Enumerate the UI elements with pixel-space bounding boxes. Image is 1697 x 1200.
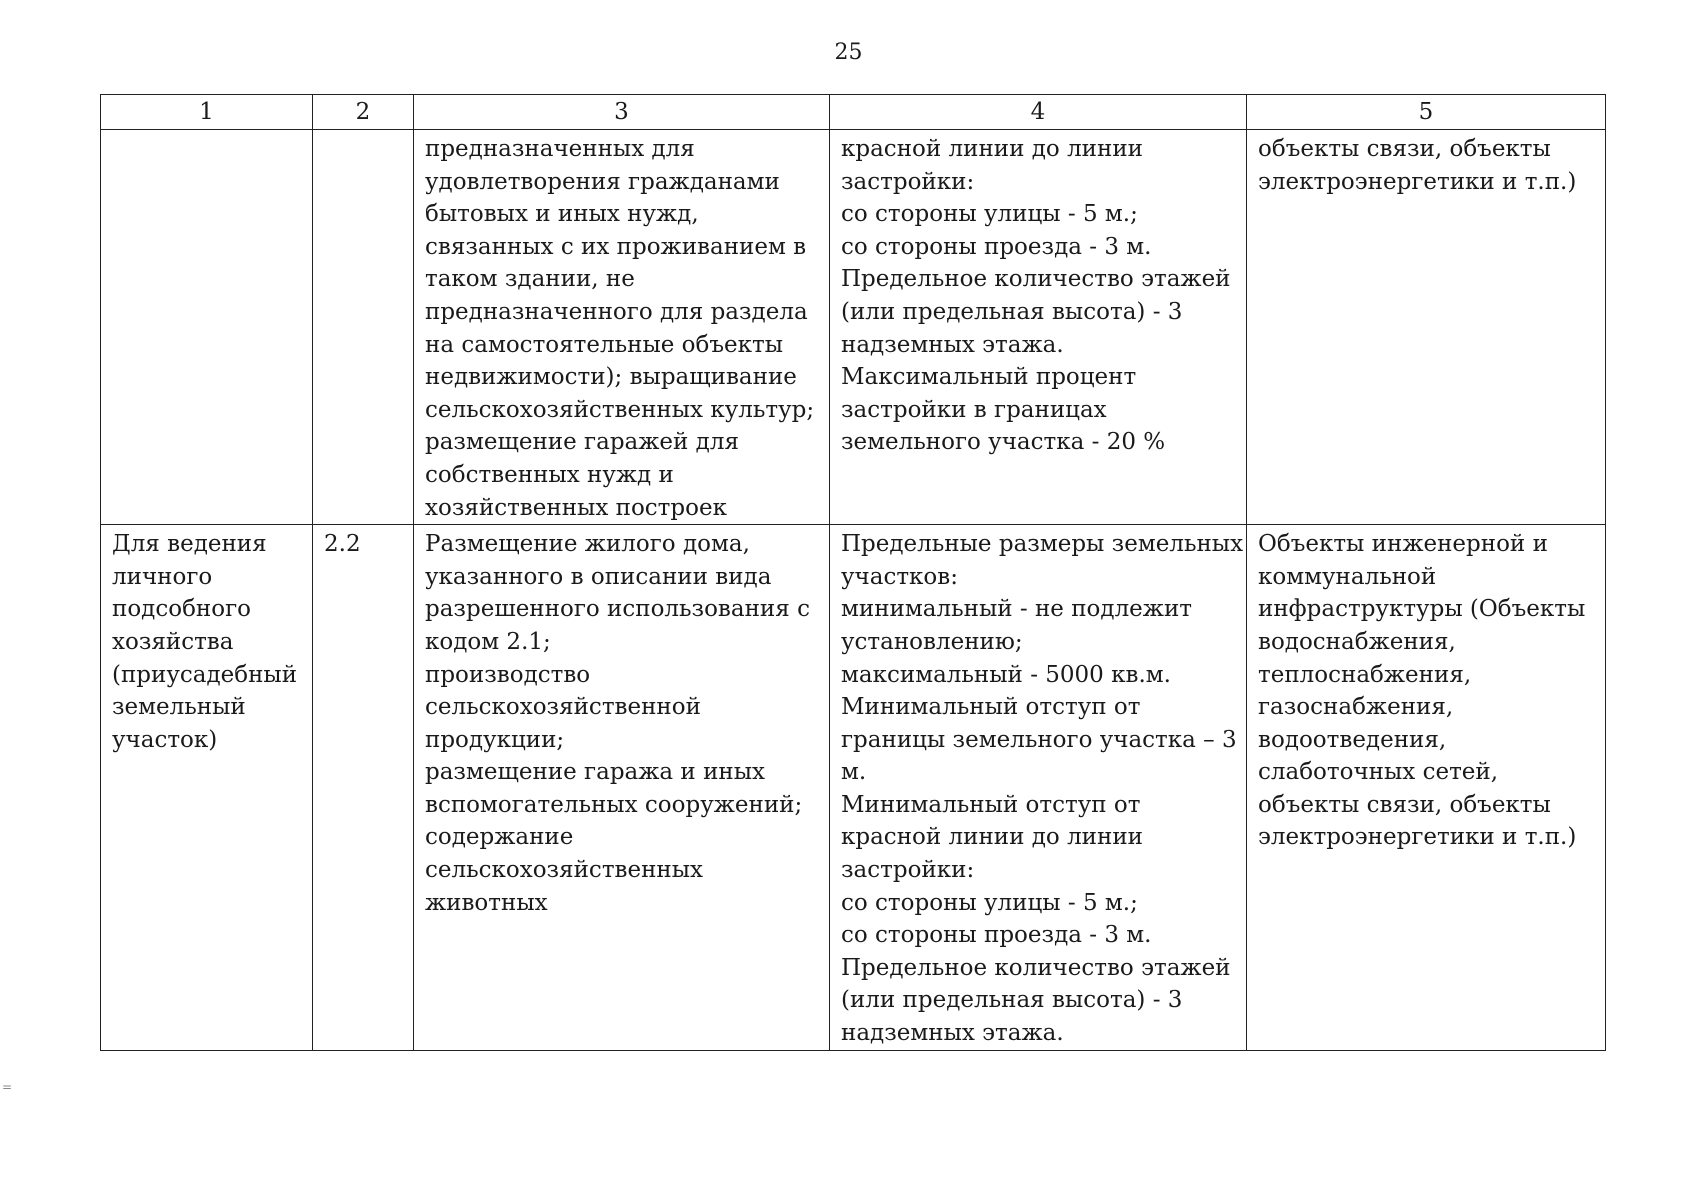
cell-text-line: личного (112, 563, 213, 590)
cell-text-line: застройки: (841, 857, 975, 884)
cell-text-line: хозяйства (112, 628, 234, 655)
cell-text-line: застройки в границах (841, 396, 1107, 423)
cell-parameters (830, 525, 1247, 1051)
cell-text-line: предназначенного для раздела (425, 298, 808, 325)
cell-text-line: со стороны проезда - 3 м. (841, 233, 1152, 260)
cell-text-line: земельного участка - 20 % (841, 429, 1166, 456)
cell-text-line: слаботочных сетей, (1258, 759, 1499, 786)
cell-text-line: газоснабжения, (1258, 694, 1454, 721)
cell-text-line: Предельные размеры земельных (841, 531, 1244, 558)
cell-text-line: участок) (112, 726, 218, 753)
cell-text-line: красной линии до линии (841, 824, 1143, 851)
cell-text-line: подсобного (112, 596, 251, 623)
cell-text-line: Минимальный отступ от (841, 791, 1141, 818)
column-header-3: 3 (414, 95, 830, 130)
column-header-2: 2 (313, 95, 414, 130)
cell-text-line: удовлетворения гражданами (425, 168, 780, 195)
cell-text-line: размещение гаража и иных (425, 759, 766, 786)
cell-text-line: на самостоятельные объекты (425, 331, 784, 358)
cell-text-line: объекты связи, объекты (1258, 136, 1551, 162)
cell-text-line: указанного в описании вида (425, 563, 772, 590)
cell-text-line: кодом 2.1; (425, 628, 551, 655)
cell-text-line: со стороны улицы - 5 м.; (841, 889, 1138, 916)
cell-text-line: со стороны улицы - 5 м.; (841, 201, 1138, 228)
cell-text-line: застройки: (841, 168, 975, 195)
cell-text-line: (приусадебный (112, 661, 298, 688)
cell-text-line: Размещение жилого дома, (425, 531, 750, 558)
cell-parameters (830, 130, 1247, 525)
cell-text-line: электроэнергетики и т.п.) (1258, 168, 1577, 195)
cell-text-line: объекты связи, объекты (1258, 791, 1551, 818)
cell-text-line: земельный (112, 694, 246, 721)
cell-text-line: участков: (841, 563, 958, 590)
cell-text-line: хозяйственных построек (425, 494, 727, 521)
cell-land-use-type (101, 525, 313, 1051)
cell-text-line: продукции; (425, 726, 565, 753)
cell-text-line: размещение гаражей для (425, 429, 739, 456)
cell-text-line: надземных этажа. (841, 331, 1064, 358)
cell-text-line: максимальный - 5000 кв.м. (841, 661, 1171, 688)
cell-text-line: Предельное количество этажей (841, 954, 1231, 981)
cell-text-line: водоснабжения, (1258, 628, 1456, 655)
cell-text-line: со стороны проезда - 3 м. (841, 922, 1152, 949)
page-number: 25 (834, 40, 863, 65)
regulations-table (100, 94, 1606, 1051)
cell-text-line: сельскохозяйственной (425, 694, 701, 721)
cell-text-line: производство (425, 661, 591, 688)
cell-text-line: Максимальный процент (841, 364, 1137, 391)
column-header-1: 1 (101, 95, 313, 130)
table-header-row (101, 95, 1606, 130)
cell-text-line: (или предельная высота) - 3 (841, 987, 1183, 1014)
column-header-5: 5 (1247, 95, 1606, 130)
cell-text-line: Предельное количество этажей (841, 266, 1231, 293)
cell-text-line: бытовых и иных нужд, (425, 201, 699, 228)
cell-description (414, 525, 830, 1051)
cell-text-line: минимальный - не подлежит (841, 596, 1192, 623)
cell-description (414, 130, 830, 525)
cell-text-line: инфраструктуры (Объекты (1258, 596, 1586, 623)
cell-text-line: сельскохозяйственных (425, 857, 704, 884)
regulations-table-wrapper (100, 94, 1606, 1051)
cell-text-line: предназначенных для (425, 136, 695, 162)
cell-code (313, 130, 414, 525)
cell-code (313, 525, 414, 1051)
cell-text-line: коммунальной (1258, 563, 1437, 590)
cell-text-line: связанных с их проживанием в (425, 233, 807, 260)
table-row (101, 130, 1606, 525)
cell-text-line: (или предельная высота) - 3 (841, 298, 1183, 325)
cell-land-use-type (101, 130, 313, 525)
cell-text-line: содержание (425, 824, 574, 851)
table-row (101, 525, 1606, 1051)
cell-auxiliary-uses (1247, 130, 1606, 525)
cell-text-line: границы земельного участка – 3 (841, 726, 1237, 753)
cell-text-line: собственных нужд и (425, 461, 674, 488)
cell-text-line: водоотведения, (1258, 726, 1447, 753)
cell-text-line: животных (425, 889, 548, 916)
cell-text-line: надземных этажа. (841, 1020, 1064, 1047)
cell-text-line: вспомогательных сооружений; (425, 791, 803, 818)
cell-text-line: Для ведения (112, 531, 267, 558)
scan-artifact-mark: = (2, 1080, 13, 1094)
cell-text-line: электроэнергетики и т.п.) (1258, 824, 1577, 851)
cell-text-line: Минимальный отступ от (841, 694, 1141, 721)
column-header-4: 4 (830, 95, 1247, 130)
cell-text-line: м. (841, 759, 867, 786)
cell-text-line: установлению; (841, 628, 1023, 655)
cell-text-line: 2.2 (324, 531, 361, 558)
cell-text-line: недвижимости); выращивание (425, 364, 797, 391)
cell-text-line: теплоснабжения, (1258, 661, 1472, 688)
cell-text-line: таком здании, не (425, 266, 635, 293)
cell-text-line: Объекты инженерной и (1258, 531, 1548, 558)
cell-text-line: сельскохозяйственных культур; (425, 396, 815, 423)
cell-text-line: красной линии до линии (841, 136, 1143, 162)
cell-auxiliary-uses (1247, 525, 1606, 1051)
cell-text-line: разрешенного использования с (425, 596, 810, 623)
